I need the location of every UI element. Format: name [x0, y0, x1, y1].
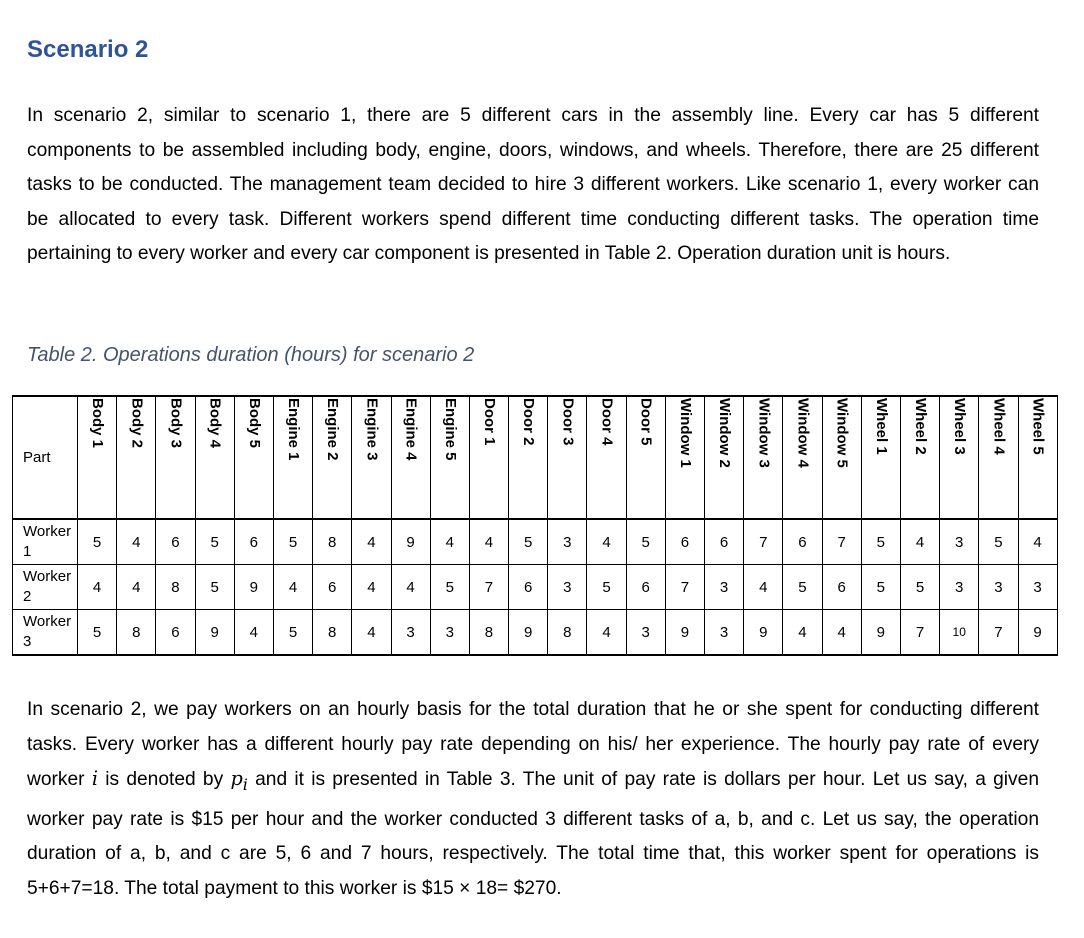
- duration-cell: 7: [979, 610, 1018, 656]
- column-header: [822, 396, 861, 519]
- duration-cell: 4: [783, 610, 822, 656]
- column-header-label: Wheel 5: [1029, 397, 1047, 455]
- duration-cell: 5: [861, 519, 900, 565]
- duration-cell: 3: [940, 519, 979, 565]
- duration-cell: 5: [273, 519, 312, 565]
- column-header: [705, 396, 744, 519]
- column-header: [469, 396, 508, 519]
- payment-text-2: is denoted by: [97, 769, 231, 791]
- payment-paragraph: [27, 693, 1039, 906]
- duration-cell: 5: [979, 519, 1018, 565]
- column-header: [352, 396, 391, 519]
- duration-cell: 9: [744, 610, 783, 656]
- column-header: [156, 396, 195, 519]
- duration-cell: 4: [587, 610, 626, 656]
- column-header: [117, 396, 156, 519]
- duration-cell: 7: [665, 565, 704, 610]
- column-header-label: Wheel 2: [912, 397, 930, 455]
- payment-text-1: In scenario 2, we pay workers on an hourly basis for the total duration that he or she spent for conducting different tasks. Every worker has a different hourly pay rate depending on his/ her experience. The hourly pay rate of every worker: [27, 699, 1039, 791]
- worker-label: Worker 1: [13, 519, 78, 565]
- duration-cell: 5: [195, 519, 234, 565]
- duration-cell: 6: [156, 610, 195, 656]
- column-header-label: Door 3: [559, 397, 577, 446]
- duration-cell: 5: [626, 519, 665, 565]
- duration-cell: 3: [940, 565, 979, 610]
- column-header: [626, 396, 665, 519]
- duration-cell: 9: [861, 610, 900, 656]
- duration-cell: 5: [430, 565, 469, 610]
- duration-cell: 9: [195, 610, 234, 656]
- duration-cell: 9: [391, 519, 430, 565]
- duration-cell: 4: [117, 519, 156, 565]
- duration-cell: 9: [665, 610, 704, 656]
- duration-cell: 10: [940, 610, 979, 656]
- duration-cell: 8: [313, 610, 352, 656]
- duration-cell: 9: [509, 610, 548, 656]
- table-caption: Table 2. Operations duration (hours) for scenario 2: [27, 344, 475, 366]
- duration-cell: 6: [509, 565, 548, 610]
- duration-cell: 4: [430, 519, 469, 565]
- part-header: Part: [13, 396, 78, 519]
- duration-cell: 4: [78, 565, 117, 610]
- duration-cell: 4: [234, 610, 273, 656]
- duration-cell: 6: [234, 519, 273, 565]
- duration-cell: 5: [78, 610, 117, 656]
- column-header-label: Body 5: [245, 397, 263, 448]
- column-header-label: Engine 3: [363, 397, 381, 461]
- duration-cell: 8: [313, 519, 352, 565]
- duration-cell: 3: [626, 610, 665, 656]
- duration-cell: 7: [469, 565, 508, 610]
- duration-cell: 9: [1018, 610, 1057, 656]
- column-header: [744, 396, 783, 519]
- column-header-label: Body 1: [89, 397, 107, 448]
- duration-cell: 4: [391, 565, 430, 610]
- duration-cell: 3: [979, 565, 1018, 610]
- column-header: [509, 396, 548, 519]
- table-row: [13, 565, 1058, 610]
- duration-cell: 4: [1018, 519, 1057, 565]
- column-header-label: Wheel 3: [951, 397, 969, 455]
- column-header: [430, 396, 469, 519]
- duration-cell: 8: [469, 610, 508, 656]
- duration-cell: 6: [313, 565, 352, 610]
- duration-cell: 3: [705, 565, 744, 610]
- duration-cell: 5: [273, 610, 312, 656]
- duration-cell: 4: [744, 565, 783, 610]
- duration-cell: 3: [705, 610, 744, 656]
- duration-cell: 5: [587, 565, 626, 610]
- column-header: [1018, 396, 1057, 519]
- column-header-label: Body 4: [206, 397, 224, 448]
- column-header: [861, 396, 900, 519]
- math-subscript-i: i: [242, 775, 248, 795]
- duration-cell: 6: [665, 519, 704, 565]
- math-variable-i: i: [91, 767, 98, 791]
- column-header: [783, 396, 822, 519]
- column-header-label: Window 1: [676, 397, 694, 468]
- duration-cell: 3: [430, 610, 469, 656]
- duration-cell: 7: [744, 519, 783, 565]
- duration-cell: 9: [234, 565, 273, 610]
- column-header-label: Window 5: [833, 397, 851, 468]
- column-header: [665, 396, 704, 519]
- column-header-label: Body 2: [128, 397, 146, 448]
- section-heading: Scenario 2: [27, 36, 149, 63]
- duration-cell: 3: [1018, 565, 1057, 610]
- duration-cell: 5: [900, 565, 939, 610]
- column-header-label: Engine 5: [441, 397, 459, 461]
- column-header-label: Door 1: [480, 397, 498, 446]
- duration-cell: 4: [900, 519, 939, 565]
- table-row: [13, 519, 1058, 565]
- duration-cell: 8: [117, 610, 156, 656]
- duration-cell: 3: [548, 565, 587, 610]
- column-header-label: Engine 4: [402, 397, 420, 461]
- column-header: [940, 396, 979, 519]
- column-header-label: Window 2: [716, 397, 734, 468]
- duration-cell: 6: [705, 519, 744, 565]
- column-header: [313, 396, 352, 519]
- column-header-label: Window 4: [794, 397, 812, 468]
- duration-cell: 7: [822, 519, 861, 565]
- duration-cell: 4: [352, 610, 391, 656]
- duration-cell: 8: [548, 610, 587, 656]
- column-header: [391, 396, 430, 519]
- column-header: [234, 396, 273, 519]
- duration-cell: 4: [587, 519, 626, 565]
- duration-cell: 5: [195, 565, 234, 610]
- column-header-label: Engine 2: [324, 397, 342, 461]
- math-variable-p: p: [230, 767, 243, 791]
- duration-cell: 7: [900, 610, 939, 656]
- duration-cell: 3: [548, 519, 587, 565]
- duration-cell: 6: [156, 519, 195, 565]
- column-header-label: Door 5: [637, 397, 655, 446]
- duration-cell: 6: [822, 565, 861, 610]
- duration-cell: 4: [352, 519, 391, 565]
- column-header-label: Wheel 1: [872, 397, 890, 455]
- column-header: [587, 396, 626, 519]
- duration-cell: 6: [783, 519, 822, 565]
- column-header-label: Body 3: [167, 397, 185, 448]
- duration-cell: 3: [391, 610, 430, 656]
- column-header: [273, 396, 312, 519]
- table-body: [13, 519, 1058, 655]
- duration-cell: 4: [822, 610, 861, 656]
- duration-cell: 4: [352, 565, 391, 610]
- column-header-label: Wheel 4: [990, 397, 1008, 455]
- intro-paragraph: In scenario 2, similar to scenario 1, there are 5 different cars in the assembly line. Every car has 5 different components to be assembled including body, engine, doors, windows, and wheels. Therefore, there are 25 different tasks to be conducted. The management team decided to hire 3 different workers. Like scenario 1, every worker can be allocated to every task. Different workers spend different time conducting different tasks. The operation time pertaining to every worker and every car component is presented in Table 2. Operation duration unit is hours.: [27, 105, 1039, 265]
- column-header-label: Engine 1: [285, 397, 303, 461]
- payment-text-3: and it is presented in Table 3. The unit of pay rate is dollars per hour. Let us say, a given worker pay rate is $15 per hour and the worker conducted 3 different tasks of a, b, and c. Let us say, the operation duration of a, b, and c are 5, 6 and 7 hours, respectively. The total time that, this worker spent for operations is 5+6+7=18. The total payment to this worker is $15 × 18= $270.: [27, 769, 1039, 899]
- duration-cell: 6: [626, 565, 665, 610]
- duration-cell: 5: [78, 519, 117, 565]
- table-header-row: [13, 396, 1058, 519]
- worker-label: Worker 3: [13, 610, 78, 656]
- duration-cell: 5: [783, 565, 822, 610]
- column-header-label: Window 3: [755, 397, 773, 468]
- operations-table: [12, 395, 1058, 656]
- column-header: [78, 396, 117, 519]
- table-row: [13, 610, 1058, 656]
- duration-cell: 5: [861, 565, 900, 610]
- column-header: [548, 396, 587, 519]
- duration-cell: 4: [117, 565, 156, 610]
- duration-cell: 8: [156, 565, 195, 610]
- column-header: [979, 396, 1018, 519]
- duration-cell: 4: [273, 565, 312, 610]
- worker-label: Worker 2: [13, 565, 78, 610]
- column-header-label: Door 4: [598, 397, 616, 446]
- column-header-label: Door 2: [520, 397, 538, 446]
- column-header: [195, 396, 234, 519]
- duration-cell: 5: [509, 519, 548, 565]
- duration-cell: 4: [469, 519, 508, 565]
- column-header: [900, 396, 939, 519]
